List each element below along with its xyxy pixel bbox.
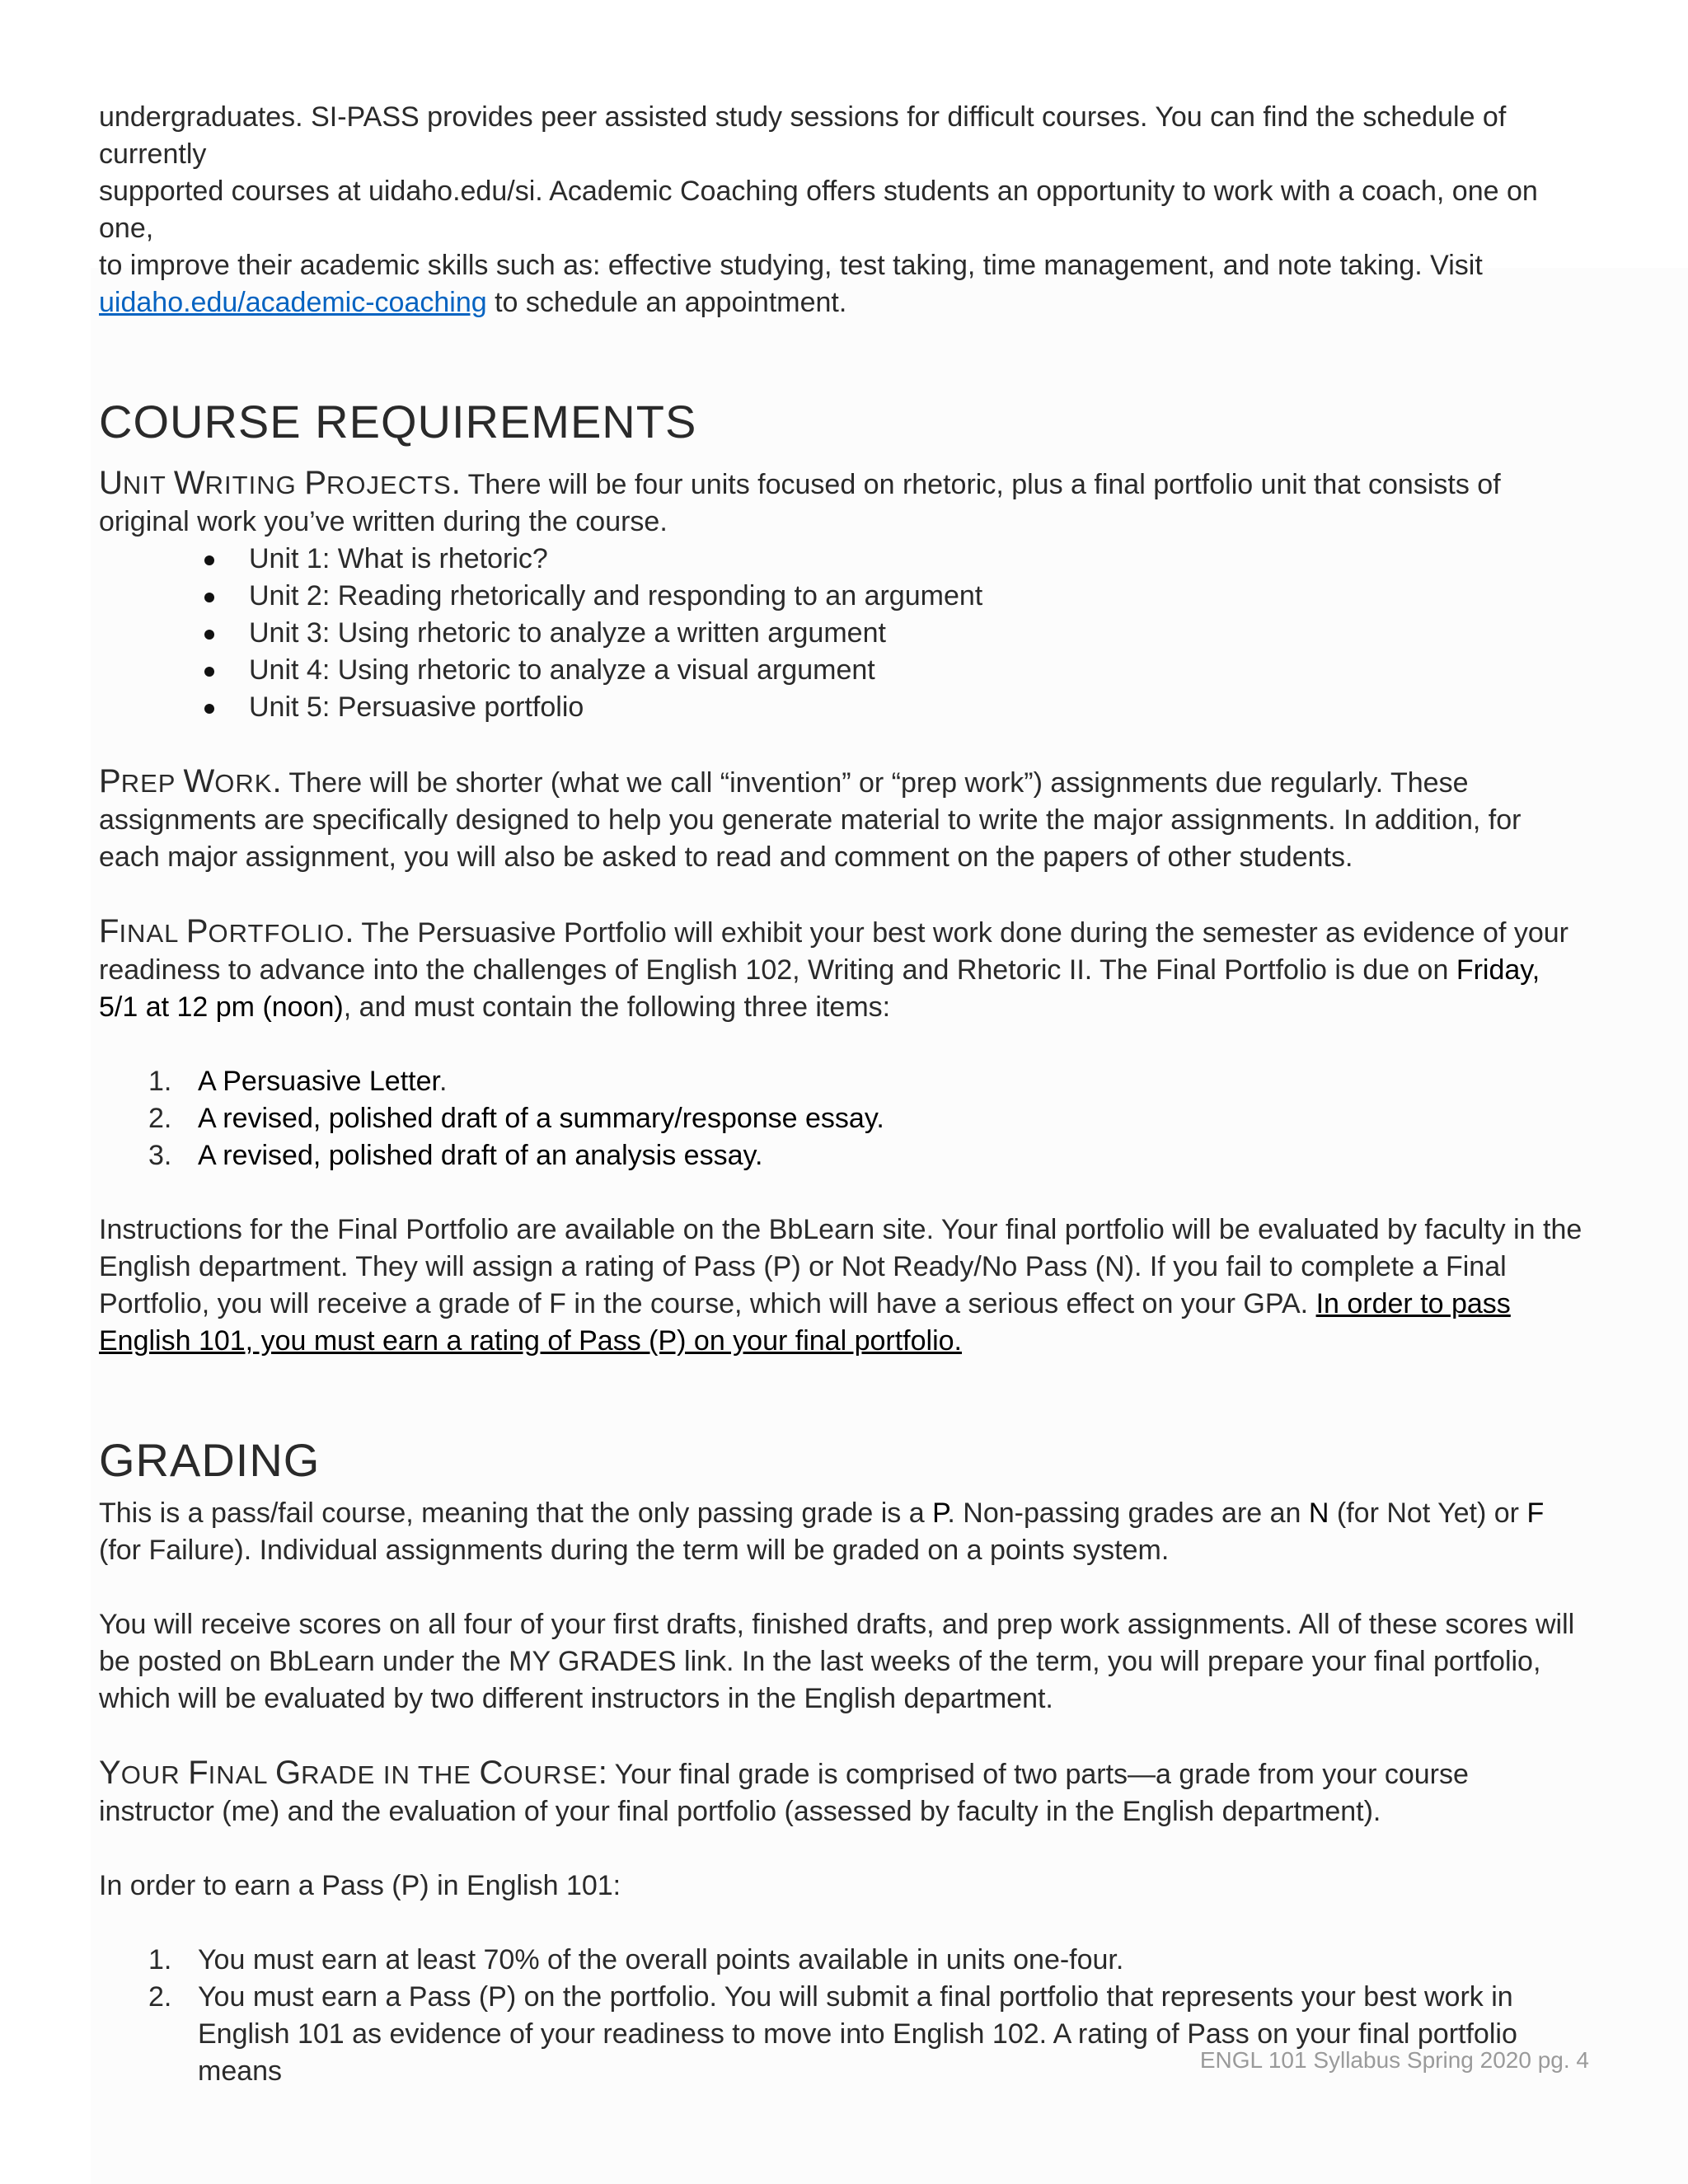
final-portfolio-paragraph [99, 913, 1582, 1026]
academic-coaching-link[interactable]: uidaho.edu/academic-coaching [99, 287, 487, 318]
intro-line-2: supported courses at uidaho.edu/si. Academic Coaching offers students an opportunity to work with a coach, one on one, [99, 176, 1538, 244]
list-item: 2. A revised, polished draft of a summary/response essay. [148, 1103, 884, 1134]
intro-paragraph [99, 99, 1582, 321]
grade-p: P [932, 1497, 948, 1529]
unit-list [99, 541, 1582, 726]
prep-work-text: There will be shorter (what we call “invention” or “prep work”) assignments due regularly. These assignments are specifically designed to help you generate material to write the major assignments. In addition, for each major assignment, you will also be asked to read and comment on the papers of other students. [99, 767, 1522, 873]
final-grade-label: YOUR FINAL GRADE IN THE COURSE: [99, 1755, 607, 1791]
portfolio-instructions-text: Instructions for the Final Portfolio are available on the BbLearn site. Your final portfolio will be evaluated by faculty in the English department. They will assign a rating of Pass (P) or Not Ready/No Pass (N). If you fail to complete a Final Portfolio, you will receive a grade of F in the course, which will have a serious effect on your GPA. [99, 1214, 1582, 1319]
final-grade-paragraph [99, 1755, 1582, 1830]
list-item: 1. You must earn at least 70% of the overall points available in units one-four. [148, 1944, 1124, 1975]
final-portfolio-text-end: , and must contain the following three items: [343, 991, 891, 1023]
grading-heading: GRADING [99, 1434, 321, 1486]
final-portfolio-label: FINAL PORTFOLIO. [99, 913, 354, 949]
list-item: 2. You must earn a Pass (P) on the portfolio. You will submit a final portfolio that represents your best work in English 101 as evidence of your readiness to move into English 102. A rating of Pass on your final portfolio means [148, 1981, 1517, 2087]
document-body [99, 99, 1582, 2090]
unit-writing-projects-label: UNIT WRITING PROJECTS. [99, 465, 461, 501]
list-item: Unit 5: Persuasive portfolio [198, 689, 1582, 726]
portfolio-items-list [99, 1063, 1582, 1174]
list-item: Unit 2: Reading rhetorically and responding to an argument [198, 578, 1582, 615]
list-item: 1. A Persuasive Letter. [148, 1066, 448, 1097]
list-item: Unit 4: Using rhetoric to analyze a visual argument [198, 652, 1582, 689]
intro-line-4: to schedule an appointment. [486, 287, 847, 318]
prep-work-paragraph [99, 763, 1582, 876]
unit-writing-projects-paragraph [99, 465, 1582, 541]
intro-line-3: to improve their academic skills such as: effective studying, test taking, time management, and note taking. Visit [99, 250, 1483, 281]
prep-work-label: PREP WORK. [99, 763, 282, 799]
page-footer: ENGL 101 Syllabus Spring 2020 pg. 4 [1199, 2047, 1589, 2073]
portfolio-due-date: Friday, 5/1 at 12 pm (noon) [99, 954, 1540, 1023]
pass-requirements-intro: In order to earn a Pass (P) in English 101: [99, 1870, 621, 1901]
grading-paragraph-2: You will receive scores on all four of your first drafts, finished drafts, and prep work assignments. All of these scores will be posted on BbLearn under the MY GRADES link. In the last weeks of the term, you will prepare your final portfolio, which will be evaluated by two different instructors in the English department. [99, 1609, 1575, 1714]
course-requirements-heading: COURSE REQUIREMENTS [99, 396, 697, 448]
list-item: Unit 3: Using rhetoric to analyze a written argument [198, 615, 1582, 652]
grading-paragraph-1: This is a pass/fail course, meaning that the only passing grade is a P. Non-passing grades are an N (for Not Yet) or F (for Failure). Individual assignments during the term will be graded on a points system. [99, 1497, 1545, 1566]
pass-requirement-emphasis: In order to pass English 101, you must earn a rating of Pass (P) on your final portfolio. [99, 1288, 1511, 1357]
grade-f: F [1526, 1497, 1545, 1529]
list-item: Unit 1: What is rhetoric? [198, 541, 1582, 578]
unit-writing-projects-text: There will be four units focused on rhetoric, plus a final portfolio unit that consists of original work you’ve written during the course. [99, 469, 1501, 537]
intro-line-1: undergraduates. SI-PASS provides peer assisted study sessions for difficult courses. You can find the schedule of currently [99, 101, 1507, 170]
grade-n: N [1308, 1497, 1329, 1529]
list-item: 3. A revised, polished draft of an analysis essay. [148, 1140, 763, 1171]
final-portfolio-text: The Persuasive Portfolio will exhibit your best work done during the semester as evidence of your readiness to advance into the challenges of English 102, Writing and Rhetoric II. The Final Portfolio is due on [99, 917, 1569, 986]
portfolio-instructions-paragraph [99, 1212, 1582, 1360]
final-grade-text: Your final grade is comprised of two parts—a grade from your course instructor (me) and the evaluation of your final portfolio (assessed by faculty in the English department). [99, 1759, 1469, 1827]
